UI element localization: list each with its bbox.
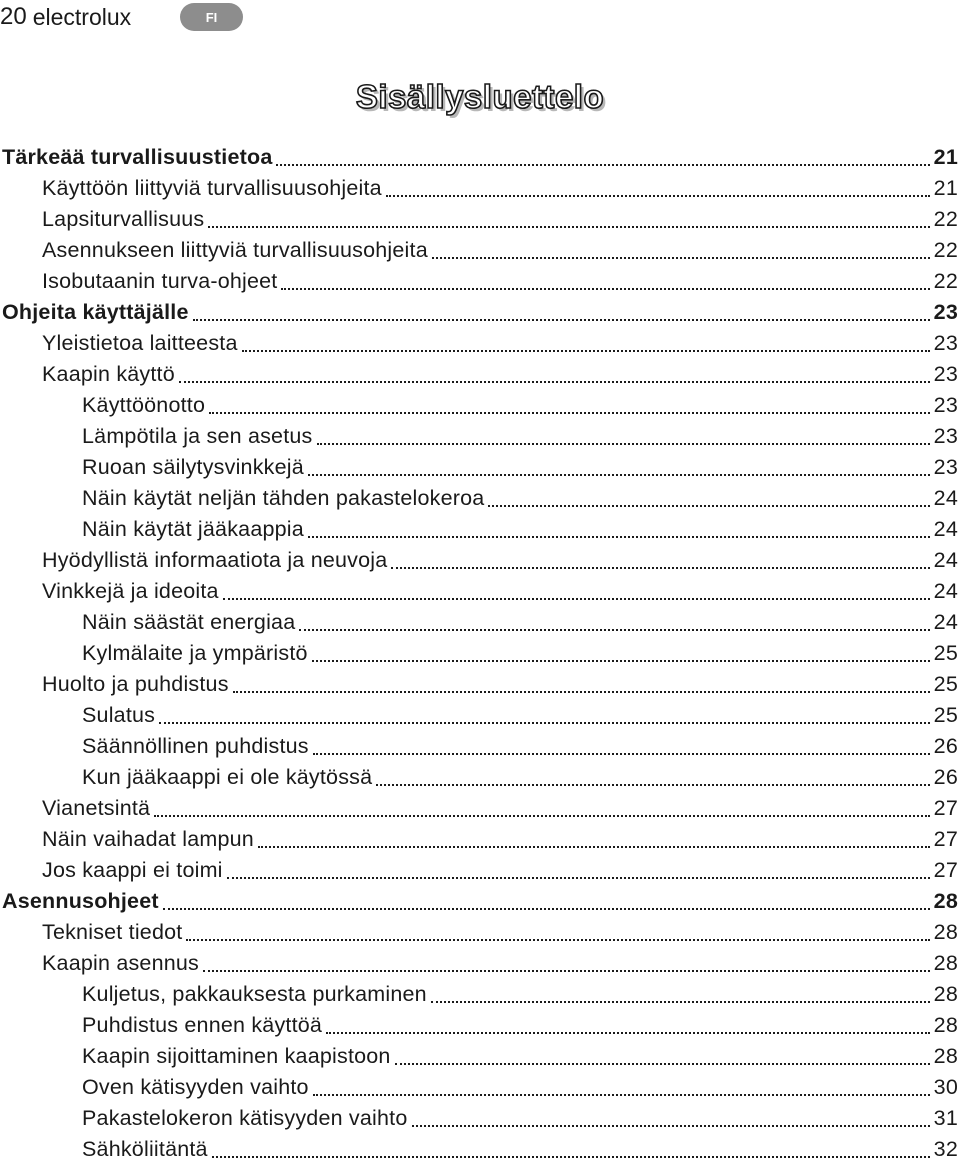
toc-entry[interactable]: [0, 1103, 960, 1134]
toc-entry-page: 28: [933, 1044, 958, 1068]
toc-entry-label: Sähköliitäntä: [82, 1137, 208, 1161]
toc-entry-label: Jos kaappi ei toimi: [42, 858, 223, 882]
toc-entry-page: 23: [933, 300, 958, 324]
toc-entry-label: Pakastelokeron kätisyyden vaihto: [82, 1106, 408, 1130]
dot-leader: [258, 846, 930, 848]
toc-entry-page: 24: [933, 579, 958, 603]
toc-entry-label: Ruoan säilytysvinkkejä: [82, 455, 304, 479]
dot-leader: [223, 598, 930, 600]
toc-entry[interactable]: [0, 390, 960, 421]
toc-entry-page: 27: [933, 827, 958, 851]
dot-leader: [154, 815, 929, 817]
toc-entry-page: 31: [933, 1106, 958, 1130]
toc-entry-page: 21: [933, 145, 958, 169]
dot-leader: [312, 660, 930, 662]
toc-entry-page: 23: [933, 362, 958, 386]
toc-entry-page: 22: [933, 207, 958, 231]
toc-entry-page: 22: [933, 269, 958, 293]
dot-leader: [276, 164, 929, 166]
toc-entry[interactable]: [0, 452, 960, 483]
toc-entry-page: 27: [933, 858, 958, 882]
toc-entry[interactable]: [0, 638, 960, 669]
toc-entry[interactable]: [0, 297, 960, 328]
toc-entry[interactable]: [0, 669, 960, 700]
toc-entry-page: 30: [933, 1075, 958, 1099]
toc-entry-page: 21: [933, 176, 958, 200]
toc-entry-label: Kuljetus, pakkauksesta purkaminen: [82, 982, 427, 1006]
toc-entry[interactable]: [0, 1072, 960, 1103]
toc-entry[interactable]: [0, 204, 960, 235]
toc-entry-label: Yleistietoa laitteesta: [42, 331, 238, 355]
toc-entry-page: 23: [933, 331, 958, 355]
toc-entry-label: Säännöllinen puhdistus: [82, 734, 309, 758]
dot-leader: [395, 1063, 930, 1065]
toc-entry-label: Lapsiturvallisuus: [42, 207, 205, 231]
toc-entry-label: Tärkeää turvallisuustietoa: [2, 145, 273, 169]
toc-entry[interactable]: [0, 917, 960, 948]
toc-entry-label: Oven kätisyyden vaihto: [82, 1075, 309, 1099]
toc-entry-label: Asennukseen liittyviä turvallisuusohjeita: [42, 238, 428, 262]
dot-leader: [242, 350, 930, 352]
toc-entry-page: 26: [933, 734, 958, 758]
dot-leader: [326, 1032, 930, 1034]
toc-entry-label: Kun jääkaappi ei ole käytössä: [82, 765, 373, 789]
dot-leader: [208, 226, 929, 228]
toc-entry[interactable]: [0, 731, 960, 762]
dot-leader: [386, 195, 930, 197]
toc-entry-label: Lämpötila ja sen asetus: [82, 424, 313, 448]
toc-entry-label: Käyttöönotto: [82, 393, 206, 417]
toc-entry[interactable]: [0, 607, 960, 638]
toc-entry-label: Ohjeita käyttäjälle: [2, 300, 189, 324]
toc-entry-label: Sulatus: [82, 703, 156, 727]
dot-leader: [193, 319, 930, 321]
brand-name: electrolux: [32, 4, 132, 30]
toc-entry[interactable]: [0, 855, 960, 886]
dot-leader: [412, 1125, 930, 1127]
toc-entry-page: 24: [933, 610, 958, 634]
toc-entry-page: 28: [933, 889, 958, 913]
dot-leader: [299, 629, 929, 631]
toc-entry-label: Käyttöön liittyviä turvallisuusohjeita: [42, 176, 382, 200]
toc-entry[interactable]: [0, 886, 960, 917]
toc-entry-page: 23: [933, 393, 958, 417]
dot-leader: [163, 908, 930, 910]
dot-leader: [227, 877, 930, 879]
dot-leader: [391, 567, 929, 569]
toc-entry-label: Tekniset tiedot: [42, 920, 183, 944]
toc-entry-label: Kaapin asennus: [42, 951, 200, 975]
toc-entry-page: 28: [933, 982, 958, 1006]
toc-entry[interactable]: [0, 824, 960, 855]
page-title: Sisällysluettelo: [355, 78, 605, 115]
toc-entry-label: Isobutaanin turva-ohjeet: [42, 269, 278, 293]
toc-entry-page: 27: [933, 796, 958, 820]
toc-entry-label: Asennusohjeet: [2, 889, 159, 913]
toc-entry-page: 25: [933, 703, 958, 727]
toc-entry-page: 32: [933, 1137, 958, 1161]
toc-entry[interactable]: [0, 1134, 960, 1165]
dot-leader: [186, 939, 929, 941]
toc-entry-page: 28: [933, 951, 958, 975]
dot-leader: [308, 474, 930, 476]
toc-entry-page: 25: [933, 672, 958, 696]
toc-entry-page: 28: [933, 920, 958, 944]
dot-leader: [431, 1001, 930, 1003]
toc-entry[interactable]: [0, 359, 960, 390]
dot-leader: [281, 288, 929, 290]
toc-entry[interactable]: [0, 1010, 960, 1041]
dot-leader: [313, 753, 930, 755]
toc-entry-label: Kaapin sijoittaminen kaapistoon: [82, 1044, 391, 1068]
toc-entry[interactable]: [0, 514, 960, 545]
toc-entry-label: Hyödyllistä informaatiota ja neuvoja: [42, 548, 388, 572]
toc-entry-page: 22: [933, 238, 958, 262]
toc-entry[interactable]: [0, 793, 960, 824]
toc-entry[interactable]: [0, 762, 960, 793]
dot-leader: [212, 1156, 930, 1158]
toc-entry[interactable]: [0, 545, 960, 576]
dot-leader: [159, 722, 930, 724]
dot-leader: [209, 412, 930, 414]
dot-leader: [203, 970, 930, 972]
dot-leader: [432, 257, 930, 259]
toc-entry-label: Kaapin käyttö: [42, 362, 175, 386]
toc-entry-page: 28: [933, 1013, 958, 1037]
toc-entry-page: 23: [933, 424, 958, 448]
toc-entry-label: Näin vaihadat lampun: [42, 827, 254, 851]
dot-leader: [488, 505, 929, 507]
language-badge: FI: [180, 3, 243, 31]
toc-entry-label: Vinkkejä ja ideoita: [42, 579, 219, 603]
toc-entry-label: Näin säästät energiaa: [82, 610, 296, 634]
dot-leader: [313, 1094, 930, 1096]
toc-entry-label: Huolto ja puhdistus: [42, 672, 229, 696]
dot-leader: [376, 784, 929, 786]
toc-entry[interactable]: [0, 979, 960, 1010]
toc-entry[interactable]: [0, 576, 960, 607]
toc-entry[interactable]: [0, 1041, 960, 1072]
toc-entry-label: Vianetsintä: [42, 796, 151, 820]
toc-entry[interactable]: [0, 948, 960, 979]
toc-entry[interactable]: [0, 421, 960, 452]
toc-entry[interactable]: [0, 266, 960, 297]
toc-entry-label: Puhdistus ennen käyttöä: [82, 1013, 323, 1037]
toc-entry-label: Kylmälaite ja ympäristö: [82, 641, 308, 665]
page-number: 20: [0, 3, 27, 30]
toc-entry[interactable]: [0, 142, 960, 173]
toc-entry[interactable]: [0, 235, 960, 266]
toc-entry-page: 24: [933, 486, 958, 510]
toc-entry[interactable]: [0, 328, 960, 359]
dot-leader: [317, 443, 930, 445]
toc-entry-page: 24: [933, 548, 958, 572]
toc-entry-label: Näin käytät jääkaappia: [82, 517, 304, 541]
dot-leader: [233, 691, 930, 693]
table-of-contents: [0, 142, 960, 1165]
toc-entry-label: Näin käytät neljän tähden pakastelokeroa: [82, 486, 485, 510]
dot-leader: [308, 536, 930, 538]
page-header: [0, 0, 131, 34]
toc-entry[interactable]: [0, 700, 960, 731]
toc-entry-page: 24: [933, 517, 958, 541]
toc-entry-page: 26: [933, 765, 958, 789]
toc-entry[interactable]: [0, 483, 960, 514]
dot-leader: [179, 381, 930, 383]
toc-entry[interactable]: [0, 173, 960, 204]
toc-entry-page: 23: [933, 455, 958, 479]
toc-entry-page: 25: [933, 641, 958, 665]
